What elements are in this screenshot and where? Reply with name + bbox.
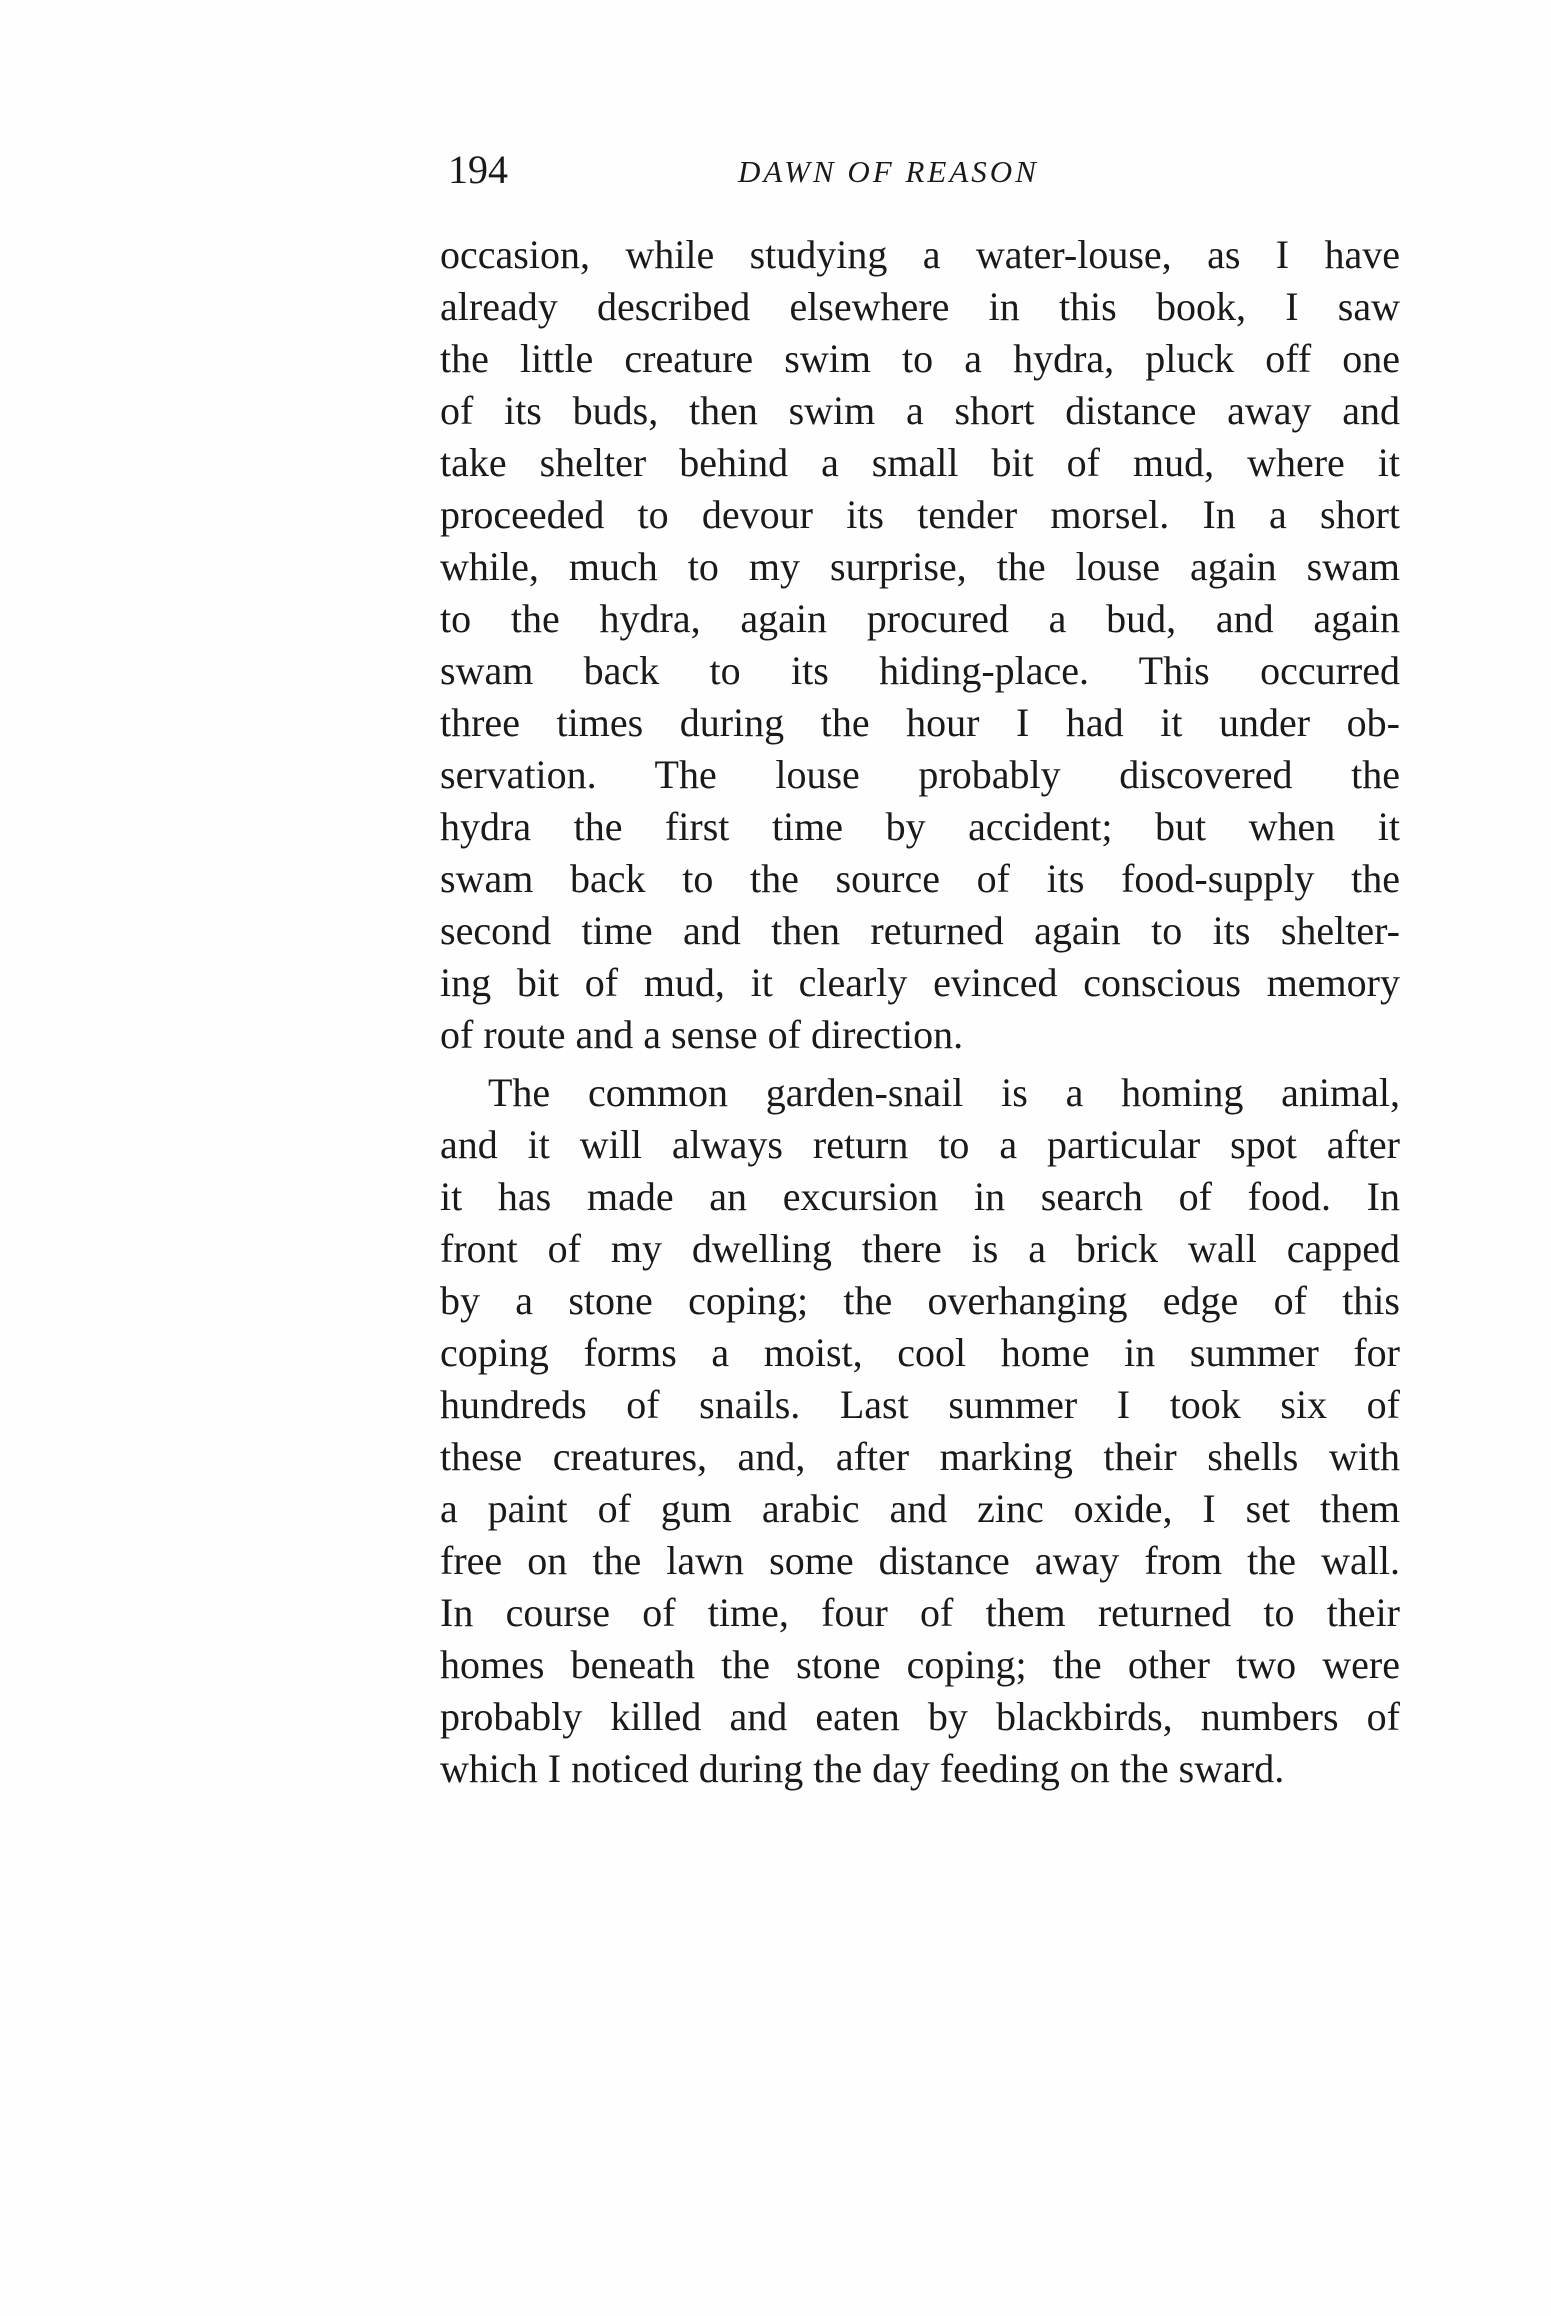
text-line: second time and then returned again to its shelter- <box>440 908 1400 953</box>
text-line: The common garden-snail is a homing animal, <box>488 1070 1400 1115</box>
text-line: servation. The louse probably discovered the <box>440 752 1400 797</box>
text-line: occasion, while studying a water-louse, as I have <box>440 232 1400 277</box>
text-line: of its buds, then swim a short distance away and <box>440 388 1400 433</box>
text-line: probably killed and eaten by blackbirds, numbers of <box>440 1694 1400 1739</box>
text-line: take shelter behind a small bit of mud, where it <box>440 440 1400 485</box>
text-line: already described elsewhere in this book, I saw <box>440 284 1400 329</box>
text-line: it has made an excursion in search of food. In <box>440 1174 1400 1219</box>
text-line: coping forms a moist, cool home in summer for <box>440 1330 1400 1375</box>
text-line: swam back to the source of its food-supply the <box>440 856 1400 901</box>
text-line: proceeded to devour its tender morsel. In a short <box>440 492 1400 537</box>
page-header <box>448 140 1448 200</box>
text-line: ing bit of mud, it clearly evinced conscious memory <box>440 960 1400 1005</box>
text-line: In course of time, four of them returned to their <box>440 1590 1400 1635</box>
running-title: DAWN OF REASON <box>738 154 1039 189</box>
text-line: hydra the first time by accident; but when it <box>440 804 1400 849</box>
body-text <box>440 229 1400 1795</box>
text-line: and it will always return to a particular spot after <box>440 1122 1400 1167</box>
text-line: to the hydra, again procured a bud, and again <box>440 596 1400 641</box>
text-line: hundreds of snails. Last summer I took six of <box>440 1382 1400 1427</box>
text-line: front of my dwelling there is a brick wall capped <box>440 1226 1400 1271</box>
text-line: the little creature swim to a hydra, pluck off one <box>440 336 1400 381</box>
paragraph <box>440 1067 1400 1795</box>
text-line: by a stone coping; the overhanging edge of this <box>440 1278 1400 1323</box>
text-line: swam back to its hiding-place. This occurred <box>440 648 1400 693</box>
text-line: these creatures, and, after marking their shells with <box>440 1434 1400 1479</box>
text-line: three times during the hour I had it under ob- <box>440 700 1400 745</box>
page-number: 194 <box>448 147 508 192</box>
text-line: a paint of gum arabic and zinc oxide, I set them <box>440 1486 1400 1531</box>
text-line: free on the lawn some distance away from the wall. <box>440 1538 1400 1583</box>
text-line: which I noticed during the day feeding on the sward. <box>440 1746 1285 1791</box>
text-line: homes beneath the stone coping; the other two were <box>440 1642 1400 1687</box>
text-line: of route and a sense of direction. <box>440 1012 964 1057</box>
paragraph <box>440 229 1400 1061</box>
text-line: while, much to my surprise, the louse again swam <box>440 544 1400 589</box>
